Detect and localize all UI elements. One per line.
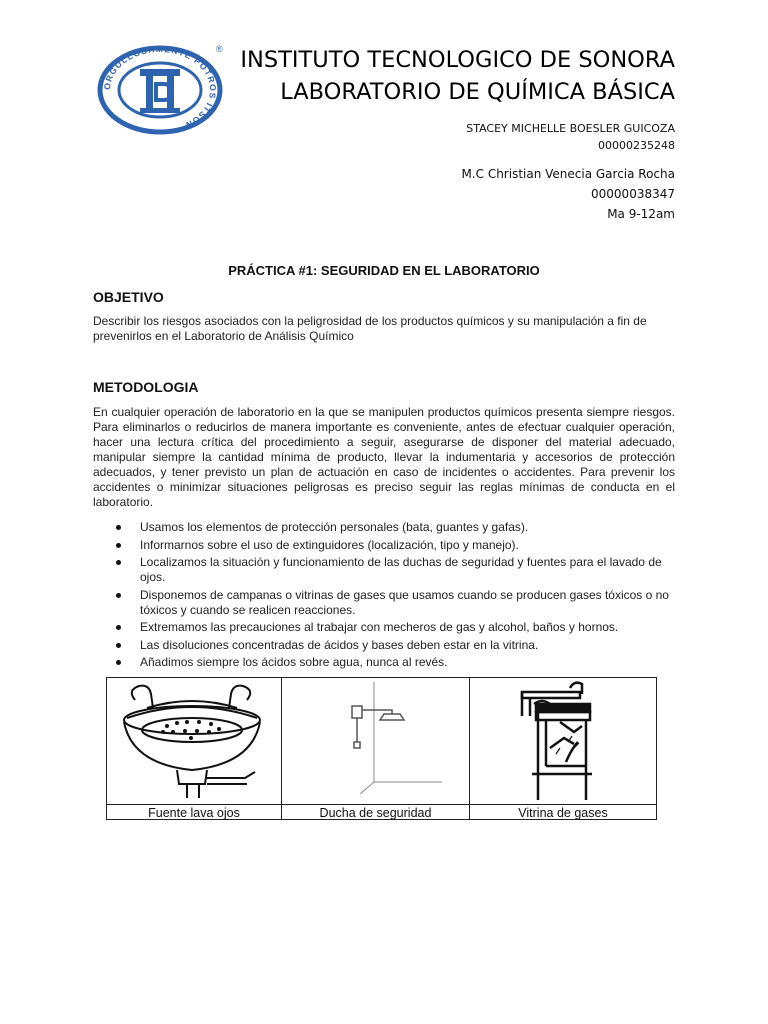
figure-caption: Vitrina de gases [518,806,608,820]
practice-title: PRÁCTICA #1: SEGURIDAD EN EL LABORATORIO [228,263,540,278]
list-item: Disponemos de campanas o vitrinas de gases que usamos cuando se producen gases tóxicos o no tóxicos y cuando se realicen reacciones. [112,588,672,618]
figure-caption: Fuente lava ojos [148,806,240,820]
figure-caption: Ducha de seguridad [319,806,432,820]
list-item: Localizamos la situación y funcionamiento de las duchas de seguridad y fuentes para el lavado de ojos. [112,555,672,585]
eyewash-fountain-icon [107,678,282,804]
methodology-heading: METODOLOGIA [93,379,199,395]
fume-hood-icon [470,678,656,804]
list-item: Las disoluciones concentradas de ácidos y bases deben estar en la vitrina. [112,638,672,653]
lab-name: LABORATORIO DE QUÍMICA BÁSICA [280,79,675,105]
list-item: Usamos los elementos de protección personales (bata, guantes y gafas). [112,520,672,535]
student-id: 00000235248 [598,139,675,152]
student-name: STACEY MICHELLE BOESLER GUICOZA [466,122,675,135]
bullet-icon [116,543,121,548]
bullet-icon [116,593,121,598]
bullet-icon [116,560,121,565]
list-item: Informarnos sobre el uso de extinguidores (localización, tipo y manejo). [112,538,672,553]
safety-rules-list [112,520,672,673]
teacher-name: M.C Christian Venecia Garcia Rocha [461,167,675,181]
objective-heading: OBJETIVO [93,289,164,305]
bullet-icon [116,660,121,665]
figure-cell-eyewash [107,678,282,819]
teacher-id: 00000038347 [591,187,675,201]
bullet-icon [116,525,121,530]
safety-shower-icon [282,678,470,804]
bullet-icon [116,643,121,648]
bullet-icon [116,625,121,630]
institution-name: INSTITUTO TECNOLOGICO DE SONORA [240,47,675,73]
figure-cell-shower [282,678,470,819]
objective-text: Describir los riesgos asociados con la peligrosidad de los productos químicos y su manipulación a fin de prevenirlos en el Laboratorio de Análisis Químico [93,314,647,343]
itson-logo-icon [94,44,226,136]
figure-cell-fume-hood [470,678,656,819]
class-schedule: Ma 9-12am [607,207,675,221]
registered-mark: ® [216,44,223,54]
institution-title [240,44,675,108]
safety-equipment-figure-table [106,677,657,820]
logo-text: ORGULLOSAMENTE POTROS ITSON [101,44,219,131]
list-item: Añadimos siempre los ácidos sobre agua, nunca al revés. [112,655,672,670]
list-item: Extremamos las precauciones al trabajar con mecheros de gas y alcohol, baños y hornos. [112,620,672,635]
methodology-text: En cualquier operación de laboratorio en la que se manipulen productos químicos presenta siempre riesgos. Para eliminarlos o reducirlos de manera importante es conveniente, antes de efectuar cualquier operación, hacer una lectura crítica del procedimiento a seguir, asegurarse de disponer del material adecuado, manipular siempre la cantidad mínima de producto, llevar la indumentaria y accesorios de protección adecuados, y tener previsto un plan de actuación en caso de incidentes o accidentes. Para prevenir los accidentes o minimizar situaciones peligrosas es preciso seguir las reglas mínimas de conducta en el laboratorio. [93,405,675,509]
